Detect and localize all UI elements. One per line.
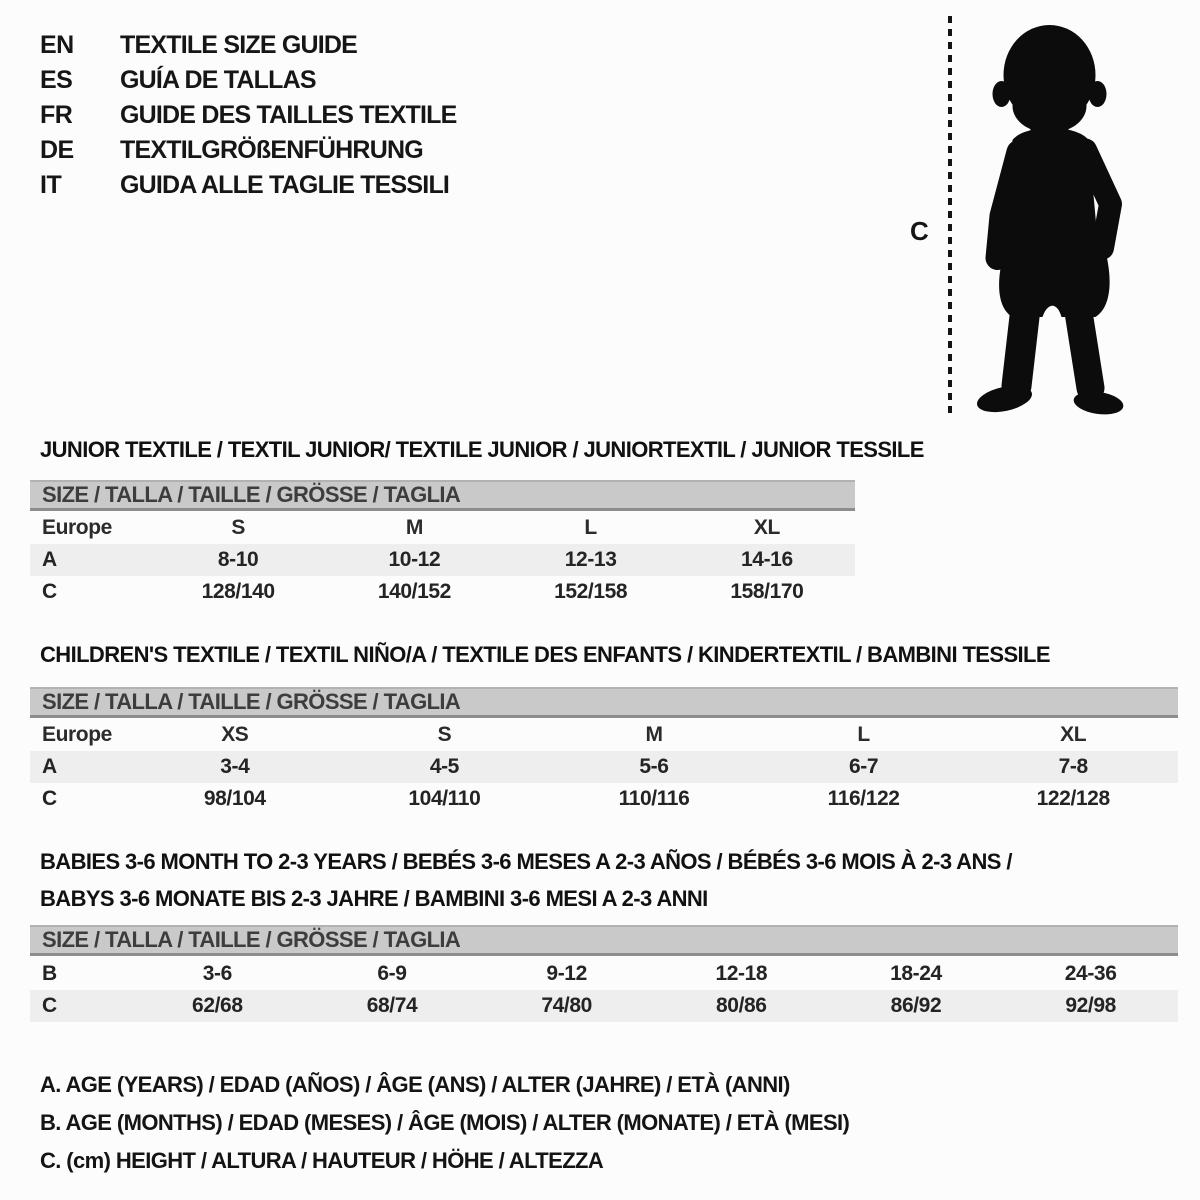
size-cell: 12-13 <box>564 548 617 571</box>
table-row <box>30 958 1178 990</box>
language-row <box>40 133 457 168</box>
size-cell: 7-8 <box>1058 755 1088 778</box>
size-cell: 68/74 <box>366 994 418 1017</box>
size-cell: 74/80 <box>541 994 592 1017</box>
language-code: IT <box>40 171 62 199</box>
size-cell: 80/86 <box>716 994 767 1017</box>
size-cell: 110/116 <box>618 787 690 810</box>
size-cell: 92/98 <box>1065 994 1116 1017</box>
language-code: ES <box>40 66 73 94</box>
size-cell: 6-7 <box>849 755 879 778</box>
size-header-bar: SIZE / TALLA / TAILLE / GRÖSSE / TAGLIA <box>30 687 1178 718</box>
column-header: S <box>437 723 452 746</box>
language-code: DE <box>40 136 74 164</box>
row-label: C <box>42 787 57 810</box>
section-title-babies <box>40 843 1012 917</box>
size-table-junior <box>30 512 855 608</box>
height-dashed-line <box>948 16 952 418</box>
table-row <box>30 576 855 608</box>
language-row <box>40 168 457 203</box>
row-label: C <box>42 580 57 603</box>
size-table-children <box>30 719 1178 815</box>
column-header: M <box>645 723 663 746</box>
region-label: Europe <box>42 723 112 746</box>
language-guide-title: TEXTILGRÖßENFÜHRUNG <box>120 136 423 164</box>
size-cell: 98/104 <box>203 787 266 810</box>
size-cell: 3-6 <box>202 962 232 985</box>
language-code: EN <box>40 31 74 59</box>
language-guide-title: TEXTILE SIZE GUIDE <box>120 31 358 59</box>
section-title-line: BABIES 3-6 MONTH TO 2-3 YEARS / BEBÉS 3-6 MESES A 2-3 AÑOS / BÉBÉS 3-6 MOIS À 2-3 ANS / <box>40 849 1012 874</box>
size-cell: 3-4 <box>220 755 250 778</box>
size-cell: 158/170 <box>730 580 804 603</box>
size-cell: 104/110 <box>408 787 481 810</box>
footnotes <box>40 1066 849 1180</box>
size-cell: 128/140 <box>201 580 275 603</box>
table-row <box>30 751 1178 783</box>
size-cell: 10-12 <box>388 548 441 571</box>
column-header: L <box>584 516 597 539</box>
size-cell: 14-16 <box>741 548 793 571</box>
size-cell: 86/92 <box>890 994 942 1017</box>
height-measure-label: C <box>910 216 929 246</box>
language-row <box>40 98 457 133</box>
row-label: B <box>42 962 57 985</box>
size-cell: 8-10 <box>217 548 259 571</box>
language-code: FR <box>40 101 73 129</box>
region-label: Europe <box>42 516 112 539</box>
column-header: XL <box>1060 723 1087 746</box>
column-header: L <box>857 723 870 746</box>
language-title-list <box>40 28 457 203</box>
language-guide-title: GUIDA ALLE TAGLIE TESSILI <box>120 171 450 199</box>
footnote-height-cm: C. (cm) HEIGHT / ALTURA / HAUTEUR / HÖHE / ALTEZZA <box>40 1148 604 1173</box>
size-header-bar: SIZE / TALLA / TAILLE / GRÖSSE / TAGLIA <box>30 480 855 511</box>
toddler-silhouette-icon <box>963 18 1141 423</box>
size-cell: 4-5 <box>429 755 459 778</box>
size-table-babies <box>30 958 1178 1022</box>
size-cell: 116/122 <box>827 787 900 810</box>
size-cell: 6-9 <box>377 962 407 985</box>
row-label: A <box>42 755 57 778</box>
size-cell: 140/152 <box>377 580 451 603</box>
size-cell: 62/68 <box>192 994 243 1017</box>
size-header-bar: SIZE / TALLA / TAILLE / GRÖSSE / TAGLIA <box>30 925 1178 956</box>
section-title-junior: JUNIOR TEXTILE / TEXTIL JUNIOR/ TEXTILE JUNIOR / JUNIORTEXTIL / JUNIOR TESSILE <box>40 437 924 462</box>
table-header-row <box>30 719 1178 751</box>
language-row <box>40 63 457 98</box>
size-cell: 5-6 <box>639 755 669 778</box>
section-title-children: CHILDREN'S TEXTILE / TEXTIL NIÑO/A / TEXTILE DES ENFANTS / KINDERTEXTIL / BAMBINI TESSILE <box>40 642 1050 667</box>
row-label: A <box>42 548 57 571</box>
column-header: XL <box>753 516 780 539</box>
language-guide-title: GUÍA DE TALLAS <box>120 66 316 94</box>
column-header: M <box>405 516 423 539</box>
table-row <box>30 544 855 576</box>
size-cell: 18-24 <box>890 962 942 985</box>
size-cell: 12-18 <box>715 962 768 985</box>
footnote-age-months: B. AGE (MONTHS) / EDAD (MESES) / ÂGE (MOIS) / ALTER (MONATE) / ETÀ (MESI) <box>40 1110 850 1135</box>
language-row <box>40 28 457 63</box>
table-header-row <box>30 512 855 544</box>
row-label: C <box>42 994 57 1017</box>
column-header: XS <box>221 723 249 746</box>
size-cell: 122/128 <box>1036 787 1110 810</box>
language-guide-title: GUIDE DES TAILLES TEXTILE <box>120 101 457 129</box>
table-row <box>30 990 1178 1022</box>
column-header: S <box>231 516 245 539</box>
size-cell: 24-36 <box>1064 962 1117 985</box>
size-cell: 9-12 <box>546 962 587 985</box>
size-cell: 152/158 <box>554 580 628 603</box>
section-title-line: BABYS 3-6 MONATE BIS 2-3 JAHRE / BAMBINI 3-6 MESI A 2-3 ANNI <box>40 886 708 911</box>
table-row <box>30 783 1178 815</box>
footnote-age-years: A. AGE (YEARS) / EDAD (AÑOS) / ÂGE (ANS) / ALTER (JAHRE) / ETÀ (ANNI) <box>40 1072 790 1097</box>
